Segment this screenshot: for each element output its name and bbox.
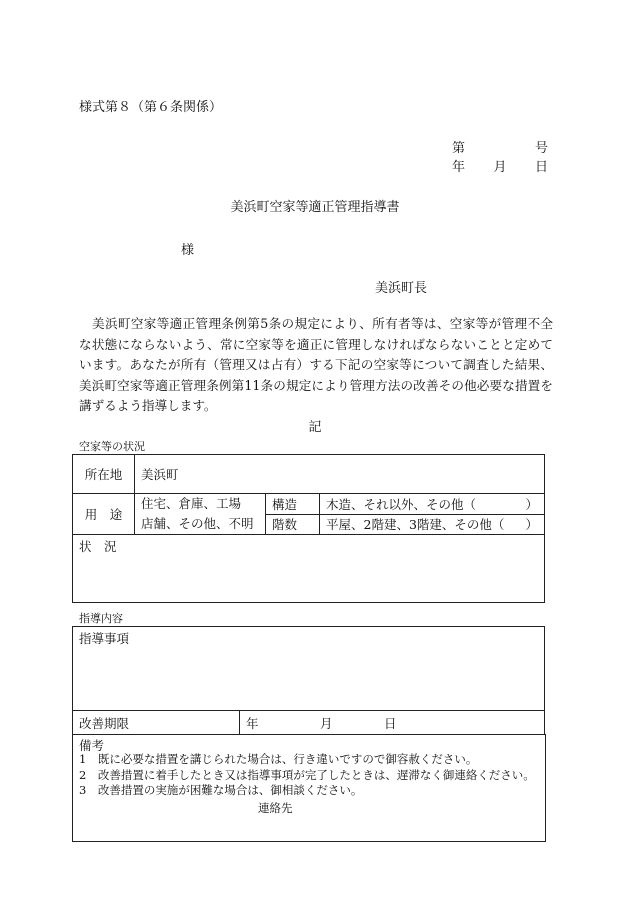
contact-label: 連絡先 [258,801,293,815]
status-table [72,454,545,603]
deadline-label: 改善期限 [73,711,240,735]
doc-number-dai: 第 [452,141,466,156]
floors-options [320,514,545,535]
structure-options [320,494,545,515]
notes-list [79,752,535,799]
guidance-items-label: 指導事項 [79,631,130,646]
issue-date [452,156,548,175]
deadline-day: 日 [378,711,545,735]
guidance-caption: 指導内容 [79,612,123,625]
body-paragraph: 美浜町空家等適正管理条例第5条の規定により、所有者等は、空家等が管理不全な状態にならないよう、常に空家等を適正に管理しなければならないことと定めています。あなたが所有（管理又は占有）する下記の空家等について調査した結果、美浜町空家等適正管理条例第11条の規定により管理方法の改善その他必要な措置を講ずるよう指導します。 [79,316,553,413]
condition-cell [73,535,545,603]
notes-box [72,734,546,842]
issuer: 美浜町長 [375,281,428,296]
floors-label: 階数 [266,514,320,535]
deadline-year: 年 [240,711,315,735]
guidance-items-cell [73,627,545,711]
structure-close-paren: ） [525,496,538,512]
page-title: 美浜町空家等適正管理指導書 [230,200,400,215]
addressee: 様 [181,243,195,258]
document-number [452,137,548,156]
structure-value: 木造、それ以外、その他（ [326,496,477,512]
date-month: 月 [493,160,507,175]
floors-close-paren: ） [525,517,538,533]
use-options [135,494,266,535]
note-item: 1 既に必要な措置を講じられた場合は、行き違いですので御容赦ください。 [79,752,478,766]
date-day: 日 [534,160,548,175]
structure-label: 構造 [266,494,320,515]
notes-title: 備考 [79,738,105,753]
use-row2: 店舗、その他、不明 [141,516,254,531]
location-value: 美浜町 [135,455,545,494]
deadline-month: 月 [314,711,378,735]
use-row1: 住宅、倉庫、工場 [141,496,242,511]
form-label: 様式第８（第６条関係） [79,100,223,115]
location-label: 所在地 [73,455,135,494]
guidance-table [72,626,545,735]
condition-label: 状 況 [79,539,117,554]
status-caption: 空家等の状況 [79,440,145,453]
floors-value: 平屋、2階建、3階建、その他（ [326,517,505,533]
date-year: 年 [452,160,466,175]
note-item: 2 改善措置に着手したとき又は指導事項が完了したときは、遅滞なく御連絡ください。 [79,767,535,782]
ki-heading: 記 [308,420,322,435]
doc-number-go: 号 [534,141,548,156]
use-label: 用 途 [73,494,135,535]
note-item: 3 改善措置の実施が困難な場合は、御相談ください。 [79,783,363,797]
